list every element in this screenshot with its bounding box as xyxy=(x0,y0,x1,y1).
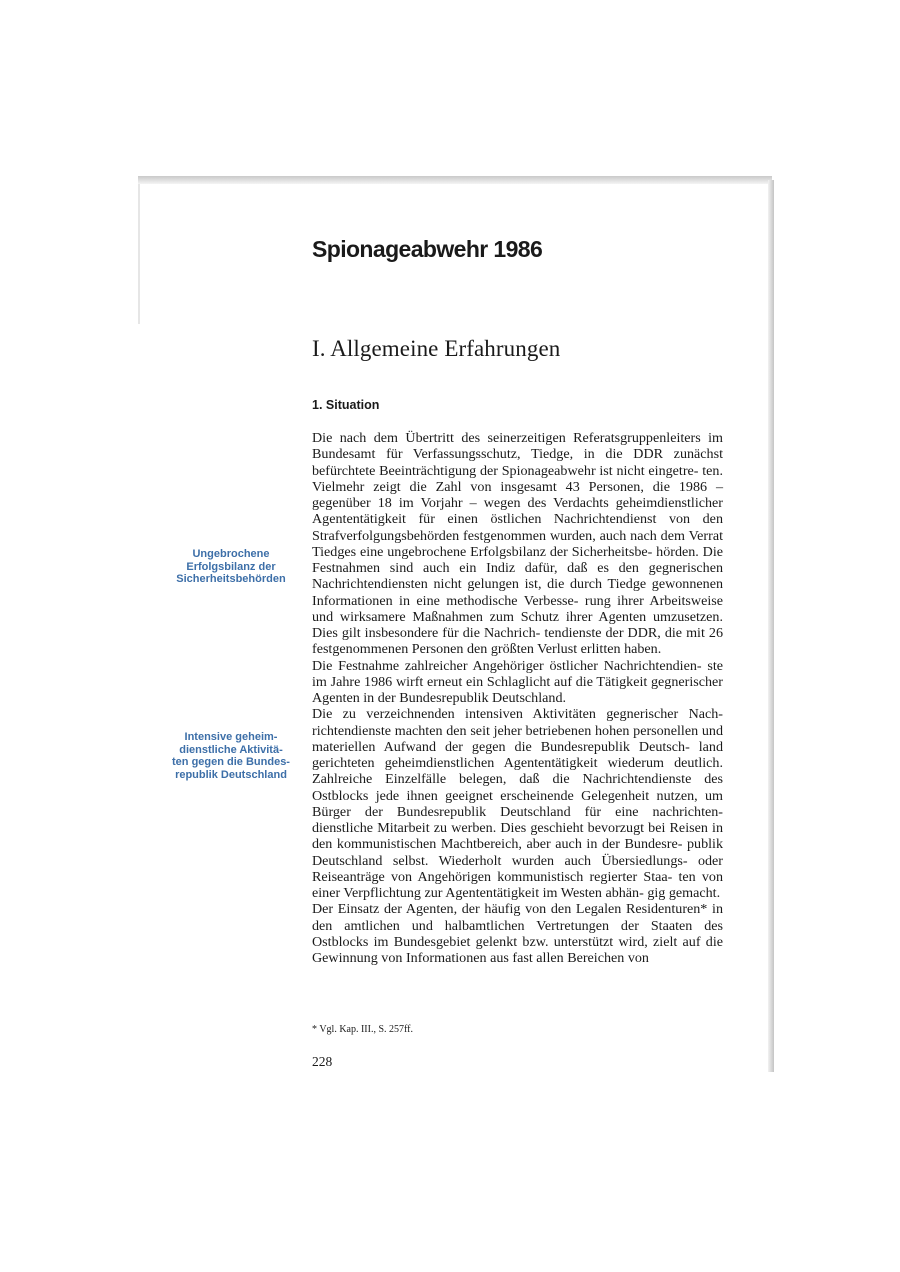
chapter-heading: I. Allgemeine Erfahrungen xyxy=(312,336,561,361)
body-text xyxy=(312,430,723,966)
sidenote-activities: Intensive geheim- dienstliche Aktivitä- ten gegen die Bundes- republik Deutschland xyxy=(172,731,290,781)
footnote: * Vgl. Kap. III., S. 257ff. xyxy=(312,1024,414,1035)
scan-edge-right xyxy=(768,180,774,1072)
scan-edge-left xyxy=(138,184,140,324)
sidenote-success: Ungebrochene Erfolgsbilanz der Sicherheitsbehörden xyxy=(176,548,286,586)
paragraph: Der Einsatz der Agenten, der häufig von den Legalen Residenturen* in den amtlichen und halbamtlichen Vertretungen der Staaten des Ostblocks im Bundesgebiet gelenkt bzw. unterstützt wird, zielt auf die Gewinnung von Informationen aus fast allen Bereichen von xyxy=(312,901,723,966)
paragraph: Die zu verzeichnenden intensiven Aktivitäten gegnerischer Nach- richtendienste machten den seit jeher betriebenen hohen personellen und materiellen Aufwand der gegen die Bundesrepublik Deutsch- land gerichteten geheimdienstlichen Agententätigkeit wiederum deutlich. Zahlreiche Einzelfälle belegen, daß die Nachrichtendienste des Ostblocks jede ihnen geeignet erscheinende Gelegenheit nutzen, um Bürger der Bundesrepublik Deutschland für eine nachrichten- dienstliche Mitarbeit zu werben. Dies geschieht bevorzugt bei Reisen in den kommunistischen Machtbereich, aber auch in der Bundesre- publik Deutschland selbst. Wiederholt wurden auch Übersiedlungs- oder Reiseanträge von Angehörigen kommunistisch regierter Staa- ten von einer Verpflichtung zur Agententätigkeit im Westen abhän- gig gemacht. xyxy=(312,706,723,901)
paragraph: Die nach dem Übertritt des seinerzeitigen Referatsgruppenleiters im Bundesamt für Verfassungsschutz, Tiedge, in die DDR zunächst befürchtete Beeinträchtigung der Spionageabwehr ist nicht eingetre- ten. Vielmehr zeigt die Zahl von insgesamt 43 Personen, die 1986 – gegenüber 18 im Vorjahr – wegen des Verdachts geheimdienstlicher Agententätigkeit für einen östlichen Nachrichtendienst von den Strafverfolgungsbehörden festgenommen wurden, auch nach dem Verrat Tiedges eine ungebrochene Erfolgsbilanz der Sicherheitsbe- hörden. Die Festnahmen sind auch ein Indiz dafür, daß es den gegnerischen Nachrichtendiensten nicht gelungen ist, die durch Tiedge gewonnenen Informationen in eine methodische Verbesse- rung ihrer Arbeitsweise und wirksamere Maßnahmen zum Schutz ihrer Agenten umzusetzen. Dies gilt insbesondere für die Nachrich- tendienste der DDR, die mit 26 festgenommenen Personen den größten Verlust erlitten haben. xyxy=(312,430,723,658)
section-heading: 1. Situation xyxy=(312,398,380,412)
scan-edge-top xyxy=(138,176,772,184)
paragraph: Die Festnahme zahlreicher Angehöriger östlicher Nachrichtendien- ste im Jahre 1986 wirft erneut ein Schlaglicht auf die Tätigkeit gegnerischer Agenten in der Bundesrepublik Deutschland. xyxy=(312,657,723,706)
page-number: 228 xyxy=(312,1054,333,1069)
page-title: Spionageabwehr 1986 xyxy=(312,236,543,262)
